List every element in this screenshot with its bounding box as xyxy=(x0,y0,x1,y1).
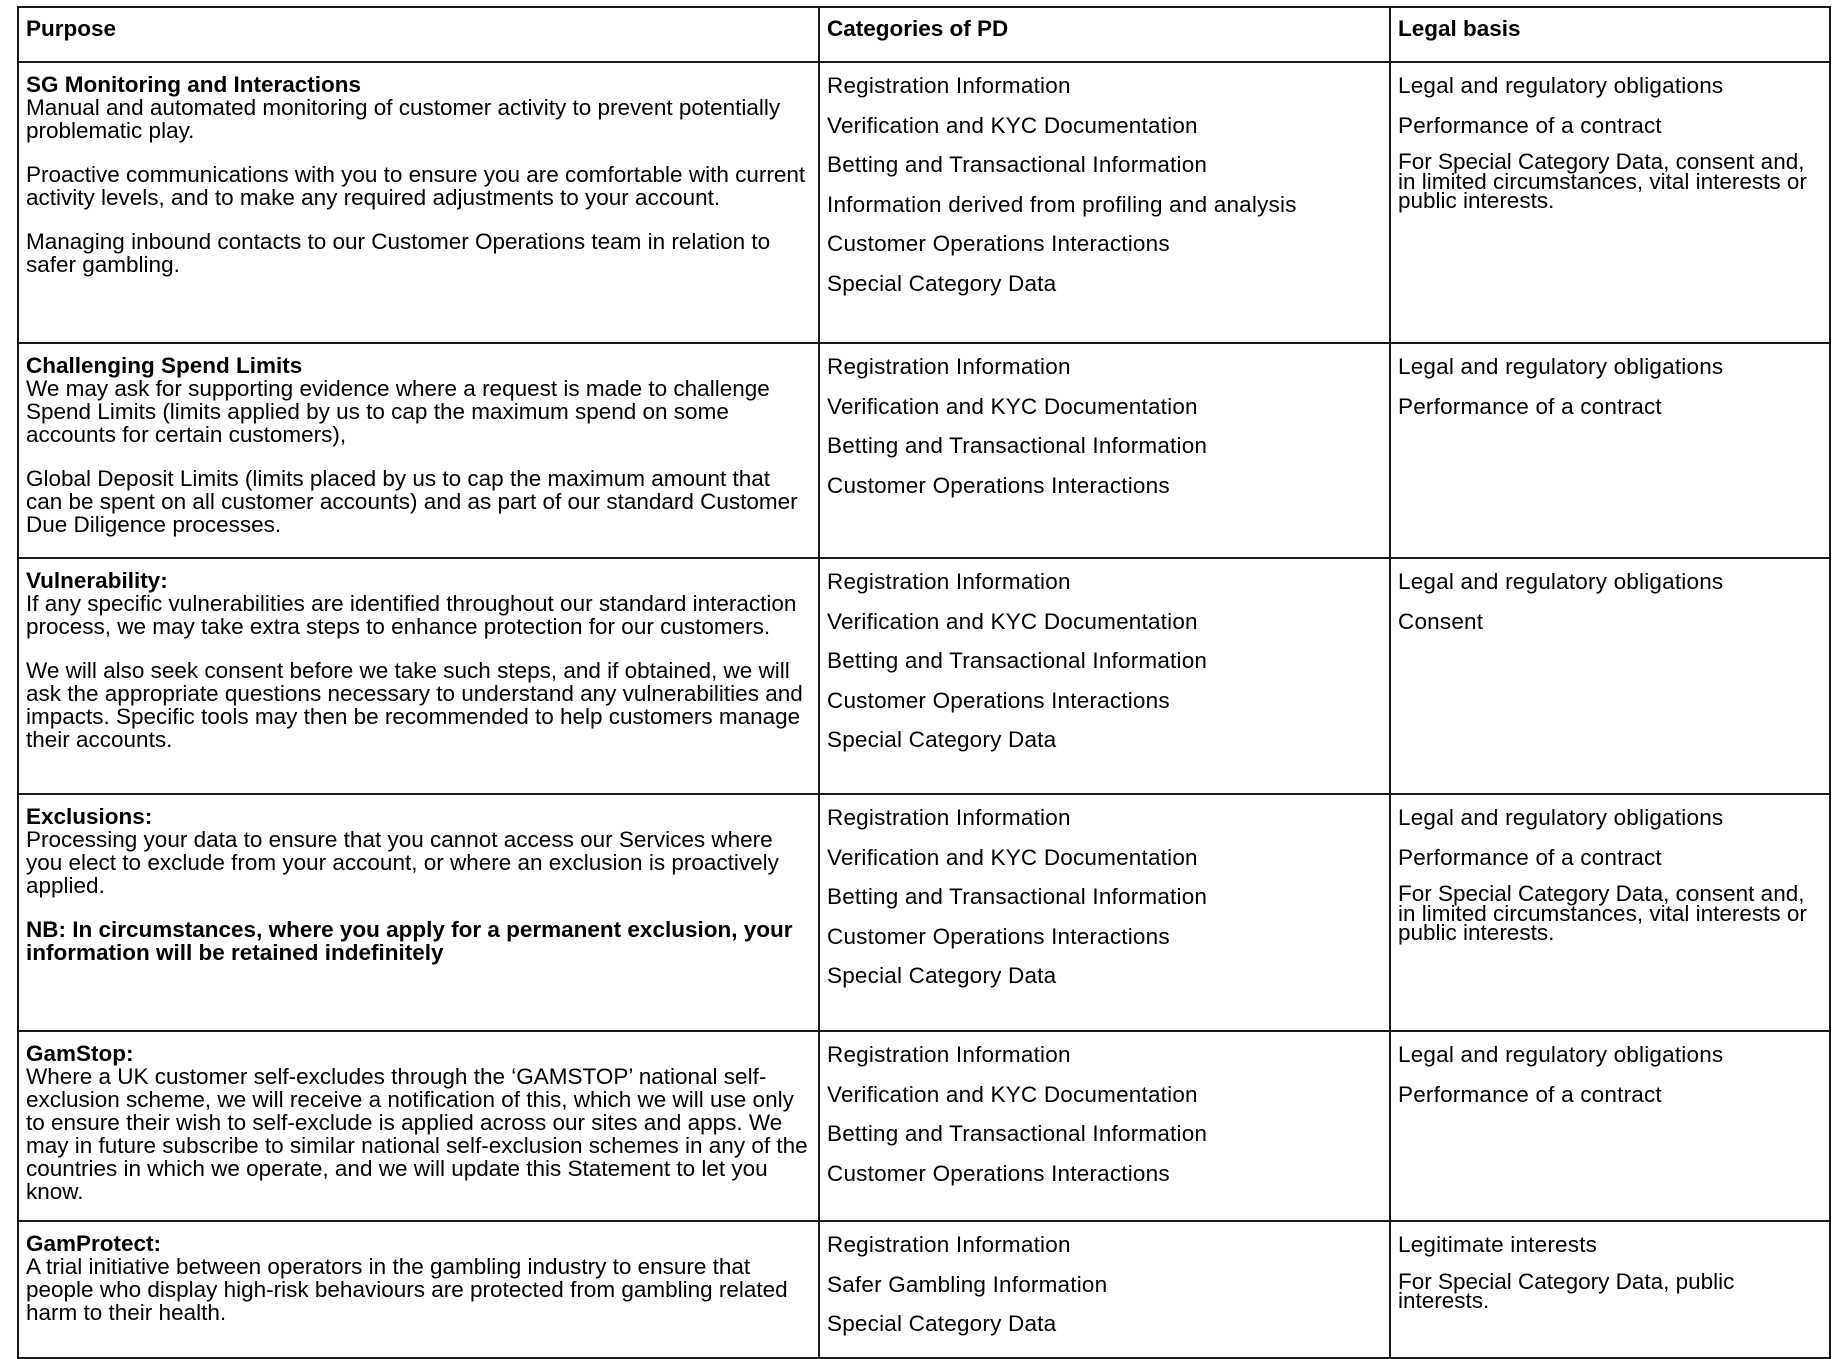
purpose-title: Challenging Spend Limits xyxy=(26,353,303,378)
category-item: Verification and KYC Documentation xyxy=(827,1081,1198,1107)
category-item: Customer Operations Interactions xyxy=(827,231,1170,256)
purpose-title: SG Monitoring and Interactions xyxy=(26,72,362,97)
category-item: Verification and KYC Documentation xyxy=(827,393,1198,419)
purpose-cell xyxy=(18,62,819,343)
category-item: Registration Information xyxy=(827,1232,1071,1257)
legal-basis-item: For Special Category Data, consent and, in limited circumstances, vital interests or public interests. xyxy=(1398,149,1807,213)
categories-cell xyxy=(819,62,1390,343)
legal-basis-item: Performance of a contract xyxy=(1398,844,1662,870)
category-item: Registration Information xyxy=(827,805,1071,830)
category-item: Information derived from profiling and analysis xyxy=(827,191,1297,217)
purpose-paragraph: Manual and automated monitoring of customer activity to prevent potentially problematic play. xyxy=(26,95,781,143)
category-item: Registration Information xyxy=(827,1042,1071,1067)
legal-basis-item: Legal and regulatory obligations xyxy=(1398,569,1724,594)
category-item: Betting and Transactional Information xyxy=(827,152,1208,177)
purpose-title: Exclusions: xyxy=(26,804,153,829)
legal-basis-item: Legal and regulatory obligations xyxy=(1398,354,1724,379)
category-item: Betting and Transactional Information xyxy=(827,648,1208,673)
table-header-row xyxy=(18,7,1830,62)
category-item: Verification and KYC Documentation xyxy=(827,112,1198,138)
category-item: Special Category Data xyxy=(827,963,1057,988)
category-item: Verification and KYC Documentation xyxy=(827,844,1198,870)
legal-basis-cell xyxy=(1390,1031,1830,1221)
purpose-cell xyxy=(18,794,819,1031)
purpose-paragraph: Proactive communications with you to ensure you are comfortable with current activity levels, and to make any required adjustments to your account. xyxy=(26,162,806,210)
purpose-cell xyxy=(18,343,819,558)
categories-cell xyxy=(819,794,1390,1031)
legal-basis-item: Performance of a contract xyxy=(1398,1081,1662,1107)
purpose-paragraph: Managing inbound contacts to our Customer Operations team in relation to safer gambling. xyxy=(26,229,771,277)
category-item: Special Category Data xyxy=(827,270,1057,296)
purpose-cell xyxy=(18,558,819,794)
retention-note: NB: In circumstances, where you apply for a permanent exclusion, your information will be retained indefinitely xyxy=(26,917,793,965)
categories-cell xyxy=(819,1031,1390,1221)
table-row xyxy=(18,343,1830,558)
purpose-title: GamStop: xyxy=(26,1041,134,1066)
legal-basis-item: For Special Category Data, consent and, in limited circumstances, vital interests or public interests. xyxy=(1398,881,1807,945)
category-item: Customer Operations Interactions xyxy=(827,923,1170,949)
category-item: Registration Information xyxy=(827,569,1071,594)
header-purpose: Purpose xyxy=(18,7,819,62)
legal-basis-item: Legal and regulatory obligations xyxy=(1398,73,1724,98)
categories-cell xyxy=(819,1221,1390,1358)
legal-basis-cell xyxy=(1390,1221,1830,1358)
legal-basis-item: Consent xyxy=(1398,608,1484,634)
legal-basis-item: For Special Category Data, public interests. xyxy=(1398,1268,1735,1313)
purpose-cell xyxy=(18,1221,819,1358)
legal-basis-item: Legal and regulatory obligations xyxy=(1398,805,1724,830)
legal-basis-cell xyxy=(1390,794,1830,1031)
categories-cell xyxy=(819,343,1390,558)
category-item: Betting and Transactional Information xyxy=(827,1121,1208,1146)
purpose-title: GamProtect: xyxy=(26,1231,162,1256)
category-item: Verification and KYC Documentation xyxy=(827,608,1198,634)
category-item: Safer Gambling Information xyxy=(827,1271,1108,1297)
purpose-paragraph: A trial initiative between operators in the gambling industry to ensure that people who display high-risk behaviours are protected from gambling related harm to their health. xyxy=(26,1254,788,1325)
legal-basis-cell xyxy=(1390,343,1830,558)
header-categories: Categories of PD xyxy=(819,7,1390,62)
legal-basis-cell xyxy=(1390,558,1830,794)
category-item: Customer Operations Interactions xyxy=(827,472,1170,498)
legal-basis-item: Performance of a contract xyxy=(1398,393,1662,419)
category-item: Special Category Data xyxy=(827,1311,1057,1336)
processing-purposes-table xyxy=(17,6,1831,1359)
table-row xyxy=(18,558,1830,794)
categories-cell xyxy=(819,558,1390,794)
purpose-title: Vulnerability: xyxy=(26,568,168,593)
table-row xyxy=(18,62,1830,343)
category-item: Customer Operations Interactions xyxy=(827,1160,1170,1186)
purpose-paragraph: Where a UK customer self-excludes through the ‘GAMSTOP’ national self-exclusion scheme, we will receive a notification of this, which we will use only to ensure their wish to self-exclude is applied across our sites and apps. We may in future subscribe to similar national self-exclusion schemes in any of the countries in which we operate, and we will update this Statement to let you know. xyxy=(26,1064,808,1204)
purpose-paragraph: Global Deposit Limits (limits placed by us to cap the maximum amount that can be spent on all customer accounts) and as part of our standard Customer Due Diligence processes. xyxy=(26,466,798,537)
purpose-paragraph: If any specific vulnerabilities are identified throughout our standard interaction process, we may take extra steps to enhance protection for our customers. xyxy=(26,591,797,639)
category-item: Registration Information xyxy=(827,73,1071,98)
legal-basis-cell xyxy=(1390,62,1830,343)
purpose-cell xyxy=(18,1031,819,1221)
table-row xyxy=(18,794,1830,1031)
legal-basis-item: Performance of a contract xyxy=(1398,112,1662,138)
header-legal-basis: Legal basis xyxy=(1390,7,1830,62)
purpose-paragraph: Processing your data to ensure that you cannot access our Services where you elect to exclude from your account, or where an exclusion is proactively applied. xyxy=(26,827,779,898)
category-item: Special Category Data xyxy=(827,727,1057,752)
purpose-paragraph: We will also seek consent before we take such steps, and if obtained, we will ask the appropriate questions necessary to understand any vulnerabilities and impacts. Specific tools may then be recommended to help customers manage their accounts. xyxy=(26,658,803,752)
category-item: Registration Information xyxy=(827,354,1071,379)
category-item: Customer Operations Interactions xyxy=(827,687,1170,713)
table-row xyxy=(18,1031,1830,1221)
purpose-paragraph: We may ask for supporting evidence where a request is made to challenge Spend Limits (limits applied by us to cap the maximum spend on some accounts for certain customers), xyxy=(26,376,770,447)
category-item: Betting and Transactional Information xyxy=(827,884,1208,909)
legal-basis-item: Legal and regulatory obligations xyxy=(1398,1042,1724,1067)
category-item: Betting and Transactional Information xyxy=(827,433,1208,458)
legal-basis-item: Legitimate interests xyxy=(1398,1232,1598,1257)
table-row xyxy=(18,1221,1830,1358)
